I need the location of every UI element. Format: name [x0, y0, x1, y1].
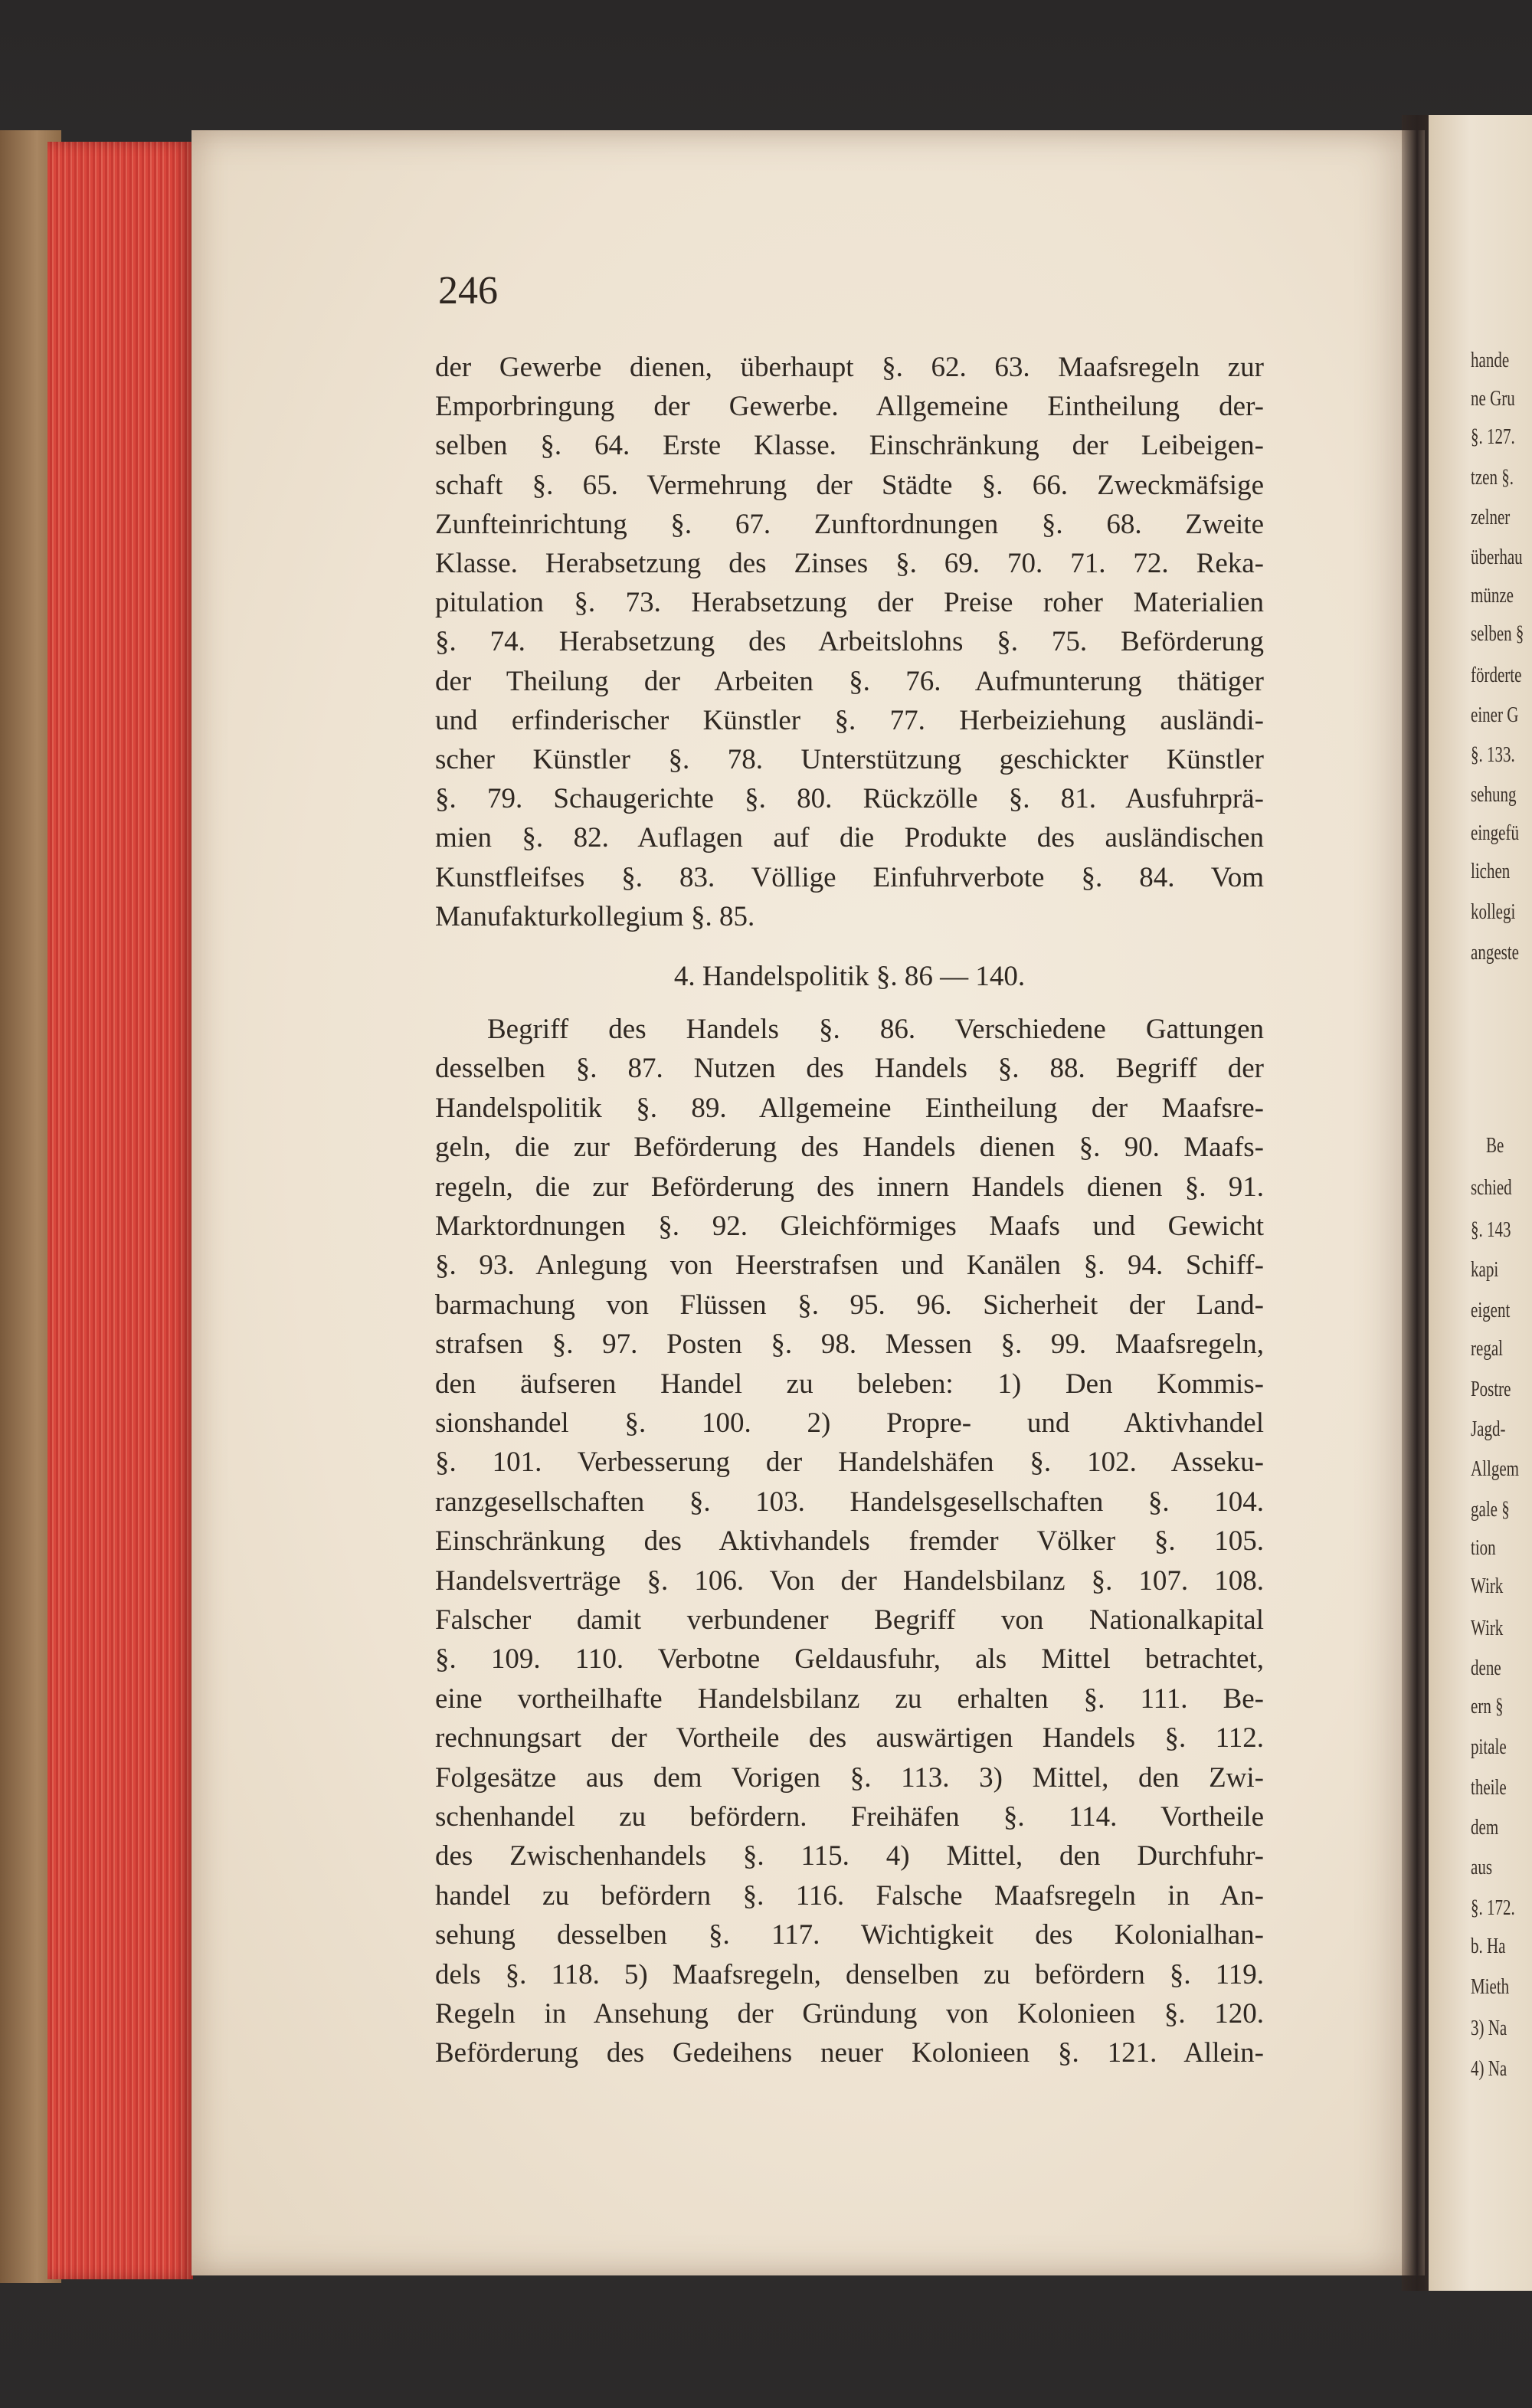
facing-page-fragment: kapi	[1471, 1258, 1499, 1282]
text-line: schaft §. 65. Vermehrung der Städte §. 66. Zweckmäfsige	[435, 469, 1264, 501]
facing-page-fragment: aus	[1471, 1856, 1492, 1879]
facing-page-fragment: Jagd-	[1471, 1417, 1506, 1441]
facing-page-fragment: theile	[1471, 1776, 1507, 1800]
text-line: Regeln in Ansehung der Gründung von Kolonieen §. 120.	[435, 1998, 1264, 2030]
text-line: Handelsverträge §. 106. Von der Handelsbilanz §. 107. 108.	[435, 1564, 1264, 1597]
facing-page-fragment: angeste	[1471, 941, 1519, 965]
text-line: eine vortheilhafte Handelsbilanz zu erhalten §. 111. Be-	[435, 1682, 1264, 1715]
facing-page-fragment: dene	[1471, 1656, 1501, 1680]
text-line: barmachung von Flüssen §. 95. 96. Sicherheit der Land-	[435, 1289, 1264, 1321]
text-line: der Gewerbe dienen, überhaupt §. 62. 63. Maafsregeln zur	[435, 352, 1264, 383]
facing-page-fragment: selben §	[1471, 622, 1524, 646]
facing-page-fragment: 4) Na	[1471, 2057, 1507, 2081]
facing-page-fragment: regal	[1471, 1337, 1503, 1361]
facing-page-fragment: eingefü	[1471, 821, 1519, 845]
facing-page-fragment: §. 172.	[1471, 1896, 1515, 1920]
text-line: Falscher damit verbundener Begriff von Nationalkapital	[435, 1604, 1264, 1636]
text-line: Emporbringung der Gewerbe. Allgemeine Eintheilung der-	[435, 391, 1264, 423]
text-line: den äufseren Handel zu beleben: 1) Den Kommis-	[435, 1368, 1264, 1400]
text-line: sionshandel §. 100. 2) Propre- und Aktivhandel	[435, 1407, 1264, 1439]
facing-page-fragment: §. 133.	[1471, 743, 1515, 767]
facing-page-fragment: sehung	[1471, 783, 1517, 807]
facing-page-fragment: münze	[1471, 584, 1514, 608]
text-line: geln, die zur Beförderung des Handels dienen §. 90. Maafs-	[435, 1132, 1264, 1164]
text-line: dels §. 118. 5) Maafsregeln, denselben zu befördern §. 119.	[435, 1958, 1264, 1990]
text-line: rechnungsart der Vortheile des auswärtigen Handels §. 112.	[435, 1722, 1264, 1754]
text-line: selben §. 64. Erste Klasse. Einschränkung der Leibeigen-	[435, 430, 1264, 462]
text-line: §. 109. 110. Verbotne Geldausfuhr, als Mittel betrachtet,	[435, 1643, 1264, 1676]
text-line: pitulation §. 73. Herabsetzung der Preise roher Materialien	[435, 587, 1264, 619]
facing-page-fragment: überhau	[1471, 545, 1523, 569]
text-line: Zunfteinrichtung §. 67. Zunftordnungen §. 68. Zweite	[435, 508, 1264, 540]
text-line: Einschränkung des Aktivhandels fremder Völker §. 105.	[435, 1525, 1264, 1558]
text-line: Begriff des Handels §. 86. Verschiedene Gattungen	[487, 1014, 1264, 1045]
facing-page-fragment: einer G	[1471, 703, 1519, 727]
facing-page-fragment: §. 127.	[1471, 425, 1515, 449]
text-line: der Theilung der Arbeiten §. 76. Aufmunterung thätiger	[435, 665, 1264, 697]
page-number: 246	[438, 269, 498, 313]
facing-page-fragment: §. 143	[1471, 1218, 1511, 1242]
text-line: Kunstfleifses §. 83. Völlige Einfuhrverbote §. 84. Vom	[435, 861, 1264, 893]
facing-page-fragment: eigent	[1471, 1299, 1511, 1322]
text-line: des Zwischenhandels §. 115. 4) Mittel, den Durchfuhr-	[435, 1840, 1264, 1872]
text-line: Manufakturkollegium §. 85.	[435, 900, 755, 932]
facing-page-fragment: ne Gru	[1471, 387, 1515, 411]
text-line: Handelspolitik §. 89. Allgemeine Eintheilung der Maafsre-	[435, 1092, 1264, 1124]
facing-page-fragment: Wirk	[1471, 1574, 1504, 1598]
text-line: Marktordnungen §. 92. Gleichförmiges Maafs und Gewicht	[435, 1211, 1264, 1242]
text-line: handel zu befördern §. 116. Falsche Maafsregeln in An-	[435, 1879, 1264, 1912]
facing-page-fragment: lichen	[1471, 860, 1511, 883]
text-line: Beförderung des Gedeihens neuer Kolonieen §. 121. Allein-	[435, 2037, 1264, 2069]
facing-page-fragment: tion	[1471, 1536, 1496, 1560]
facing-page-fragment: Wirk	[1471, 1617, 1504, 1640]
text-line: strafsen §. 97. Posten §. 98. Messen §. 99. Maafsregeln,	[435, 1328, 1264, 1361]
facing-page-fragment: tzen §.	[1471, 466, 1514, 490]
page-edges-red	[47, 142, 193, 2279]
text-line: Klasse. Herabsetzung des Zinses §. 69. 70. 71. 72. Reka-	[435, 548, 1264, 579]
facing-page-fragment: gale §	[1471, 1498, 1510, 1522]
facing-page-fragment: förderte	[1471, 663, 1522, 687]
facing-page-fragment: hande	[1471, 349, 1510, 372]
facing-page-fragment: 3) Na	[1471, 2016, 1507, 2040]
book-page-right-fragment	[1429, 115, 1532, 2291]
text-line: ranzgesellschaften §. 103. Handelsgesellschaften §. 104.	[435, 1486, 1264, 1518]
text-line: Folgesätze aus dem Vorigen §. 113. 3) Mittel, den Zwi-	[435, 1761, 1264, 1794]
text-line: mien §. 82. Auflagen auf die Produkte des ausländischen	[435, 822, 1264, 854]
facing-page-fragment: Be	[1486, 1134, 1504, 1158]
text-line: desselben §. 87. Nutzen des Handels §. 88. Begriff der	[435, 1053, 1264, 1085]
facing-page-fragment: schied	[1471, 1176, 1512, 1200]
facing-page-fragment: zelner	[1471, 506, 1511, 529]
section-heading: 4. Handelspolitik §. 86 — 140.	[673, 961, 1026, 992]
text-line: §. 101. Verbesserung der Handelshäfen §. 102. Asseku-	[435, 1446, 1264, 1479]
text-line: schenhandel zu befördern. Freihäfen §. 114. Vortheile	[435, 1801, 1264, 1833]
facing-page-fragment: Postre	[1471, 1378, 1511, 1401]
facing-page-fragment: dem	[1471, 1816, 1499, 1840]
facing-page-fragment: Allgem	[1471, 1457, 1519, 1481]
book-gutter	[1402, 115, 1432, 2291]
facing-page-fragment: ern §	[1471, 1695, 1504, 1718]
text-line: §. 74. Herabsetzung des Arbeitslohns §. 75. Beförderung	[435, 626, 1264, 658]
text-line: sehung desselben §. 117. Wichtigkeit des Kolonialhan-	[435, 1919, 1264, 1951]
text-line: scher Künstler §. 78. Unterstützung geschickter Künstler	[435, 744, 1264, 775]
text-line: §. 79. Schaugerichte §. 80. Rückzölle §. 81. Ausfuhrprä-	[435, 783, 1264, 815]
text-line: regeln, die zur Beförderung des innern Handels dienen §. 91.	[435, 1171, 1264, 1203]
facing-page-fragment: kollegi	[1471, 900, 1516, 924]
text-line: und erfinderischer Künstler §. 77. Herbeiziehung ausländi-	[435, 704, 1264, 736]
facing-page-fragment: pitale	[1471, 1735, 1507, 1759]
text-line: §. 93. Anlegung von Heerstrafsen und Kanälen §. 94. Schiff-	[435, 1250, 1264, 1282]
facing-page-fragment: Mieth	[1471, 1975, 1510, 1999]
facing-page-fragment: b. Ha	[1471, 1935, 1506, 1958]
